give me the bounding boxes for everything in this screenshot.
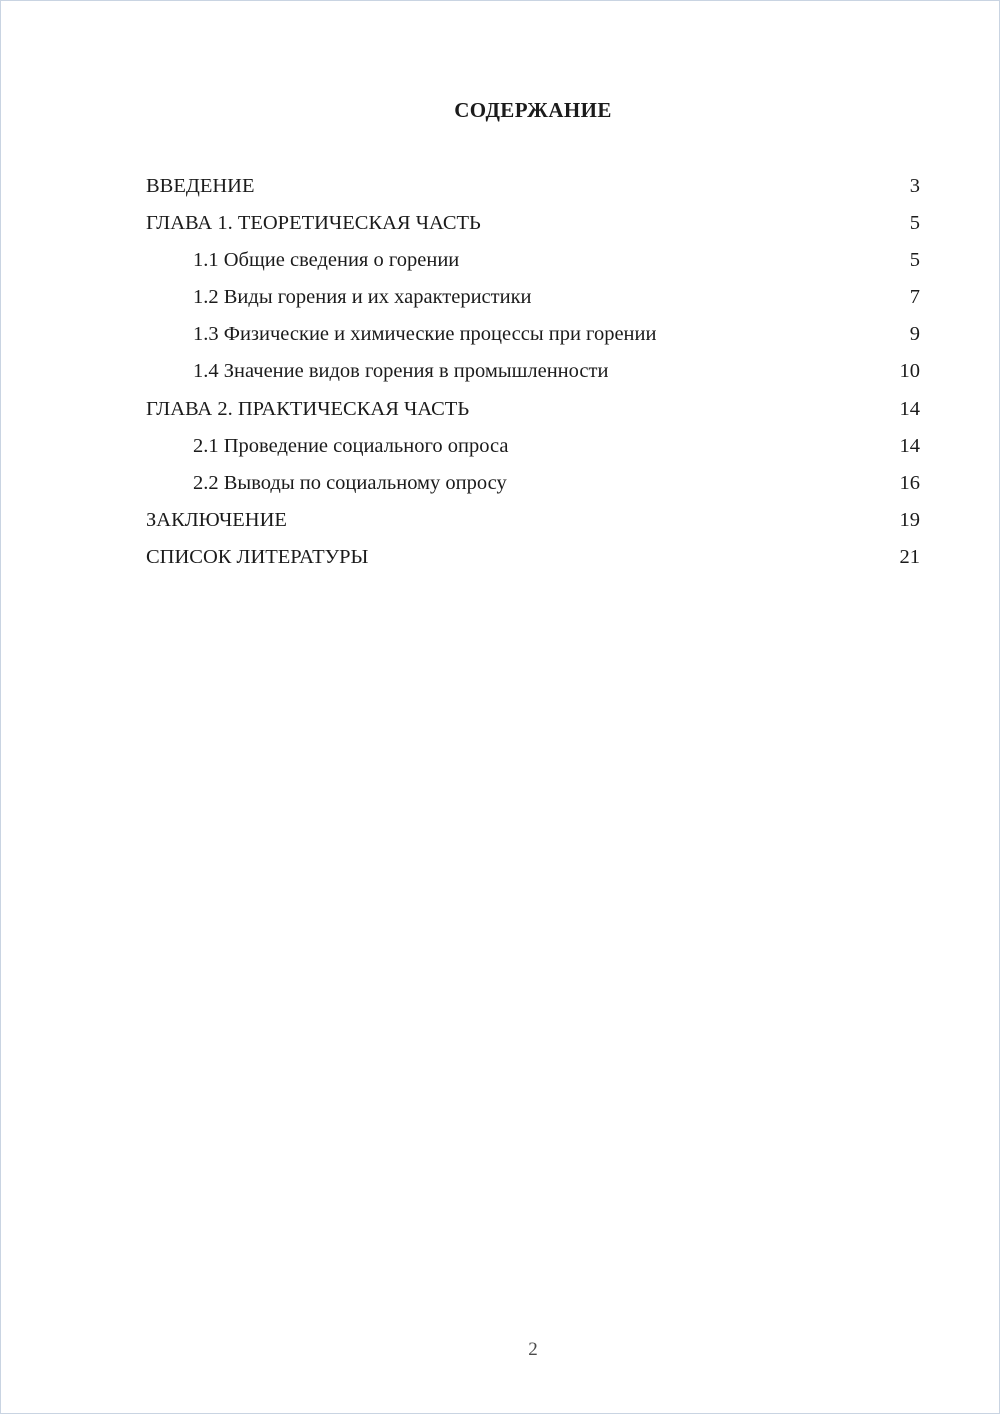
toc-row bbox=[146, 168, 920, 205]
toc-entry-label: ВВЕДЕНИЕ bbox=[146, 175, 255, 197]
toc-entry-page: 16 bbox=[899, 471, 920, 494]
toc-entry-label: 1.4 Значение видов горения в промышленности bbox=[193, 360, 609, 383]
toc-entry-page: 10 bbox=[899, 360, 920, 383]
toc-row bbox=[146, 205, 920, 242]
toc-entry-label: СПИСОК ЛИТЕРАТУРЫ bbox=[146, 545, 369, 568]
toc-entry-label: ГЛАВА 1. ТЕОРЕТИЧЕСКАЯ ЧАСТЬ bbox=[146, 212, 481, 235]
toc-entry-page: 9 bbox=[909, 323, 920, 346]
toc-row bbox=[146, 279, 920, 316]
toc-row bbox=[146, 539, 920, 576]
toc-entry-page: 3 bbox=[909, 175, 920, 197]
toc-entry-page: 19 bbox=[899, 508, 920, 531]
toc-entry-label: 2.2 Выводы по социальному опросу bbox=[193, 471, 507, 494]
toc-row bbox=[146, 316, 920, 353]
toc-entry-page: 5 bbox=[909, 249, 920, 272]
toc-entry-page: 7 bbox=[909, 286, 920, 309]
toc-entry-page: 5 bbox=[909, 212, 920, 235]
toc-entry-label: 1.1 Общие сведения о горении bbox=[193, 249, 460, 272]
toc-entry-label: ГЛАВА 2. ПРАКТИЧЕСКАЯ ЧАСТЬ bbox=[146, 397, 470, 420]
toc-row bbox=[146, 391, 920, 428]
toc-row bbox=[146, 502, 920, 539]
toc-entry-page: 14 bbox=[899, 434, 920, 457]
toc-entry-label: 1.2 Виды горения и их характеристики bbox=[193, 286, 532, 309]
toc-entry-label: 1.3 Физические и химические процессы при горении bbox=[193, 323, 657, 346]
page-title: СОДЕРЖАНИЕ bbox=[454, 98, 612, 122]
toc-list bbox=[146, 168, 920, 576]
toc-row bbox=[146, 428, 920, 465]
toc-entry-label: ЗАКЛЮЧЕНИЕ bbox=[146, 508, 287, 531]
toc-row bbox=[146, 465, 920, 502]
toc-entry-label: 2.1 Проведение социального опроса bbox=[193, 434, 509, 457]
toc-row bbox=[146, 242, 920, 279]
toc-entry-page: 14 bbox=[899, 397, 920, 420]
toc-entry-page: 21 bbox=[899, 545, 920, 568]
footer-page-number: 2 bbox=[528, 1339, 538, 1360]
toc-row bbox=[146, 353, 920, 390]
